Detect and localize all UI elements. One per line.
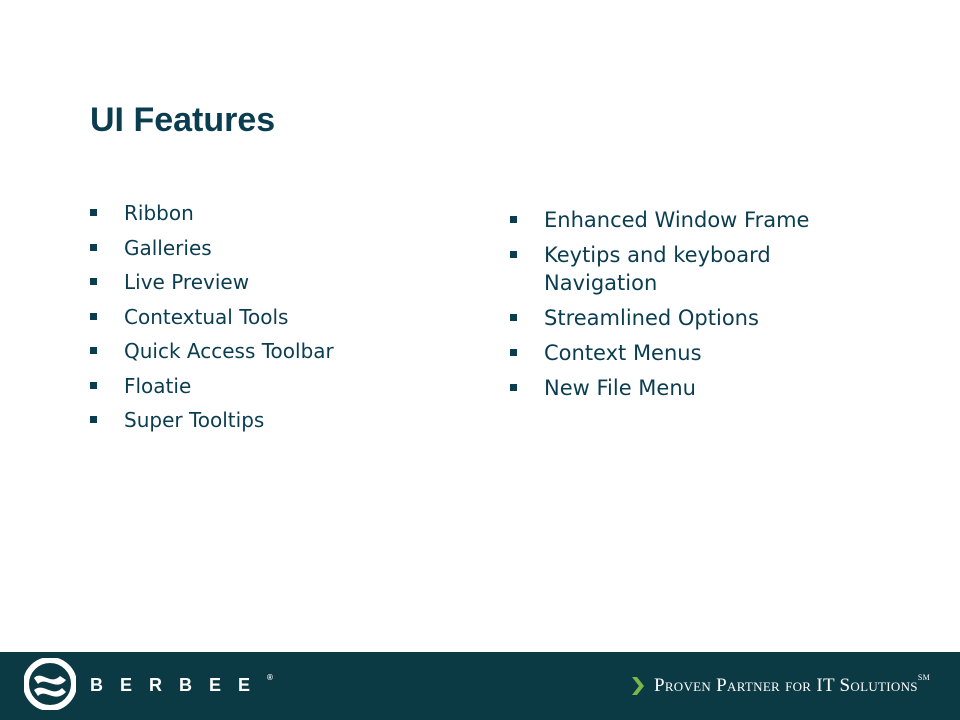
- bullet-icon: [90, 278, 97, 285]
- bullet-icon: [90, 416, 97, 423]
- list-item-text: Galleries: [124, 235, 212, 260]
- left-bullet-list: [88, 199, 468, 441]
- bullet-icon: [90, 244, 97, 251]
- registered-mark: ®: [267, 673, 273, 682]
- bullet-icon: [90, 382, 97, 389]
- bullet-icon: [510, 216, 517, 223]
- list-item: [508, 206, 838, 234]
- service-mark: SM: [917, 673, 930, 682]
- bullet-icon: [90, 347, 97, 354]
- list-item: [88, 268, 468, 296]
- list-item-text: Contextual Tools: [124, 304, 289, 329]
- bullet-icon: [510, 384, 517, 391]
- brand-name: BERBEE: [90, 675, 268, 695]
- list-item: [508, 304, 838, 332]
- bullet-icon: [90, 209, 97, 216]
- list-item-text: Context Menus: [544, 341, 702, 365]
- list-item-text: Floatie: [124, 373, 192, 398]
- list-item-text: Keytips and keyboard Navigation: [544, 243, 771, 295]
- list-item-text: Ribbon: [124, 201, 194, 225]
- bullet-icon: [510, 251, 517, 258]
- list-item: [508, 374, 838, 402]
- tagline-group: [632, 675, 930, 697]
- list-item: [88, 199, 468, 227]
- bullet-icon: [510, 314, 517, 321]
- list-item-text: Live Preview: [124, 270, 250, 294]
- list-item-text: Quick Access Toolbar: [124, 339, 334, 363]
- list-item: [88, 372, 468, 400]
- list-item: [88, 303, 468, 331]
- berbee-logo-icon: [24, 658, 76, 710]
- right-bullet-list: [508, 206, 838, 409]
- list-item: [88, 406, 468, 434]
- list-item-text: Super Tooltips: [124, 408, 265, 432]
- list-item-text: Enhanced Window Frame: [544, 208, 810, 232]
- bullet-icon: [510, 349, 517, 356]
- tagline: [654, 675, 930, 697]
- list-item-text: New File Menu: [544, 376, 696, 400]
- list-item-text: Streamlined Options: [544, 306, 759, 330]
- list-item: [508, 339, 838, 367]
- brand-wordmark: [90, 675, 273, 696]
- slide-title: UI Features: [90, 101, 276, 139]
- tagline-text: Proven Partner for IT Solutions: [653, 675, 918, 696]
- bullet-icon: [90, 313, 97, 320]
- list-item: [88, 234, 468, 262]
- chevron-right-icon: [632, 677, 644, 695]
- list-item: [508, 241, 838, 297]
- list-item: [88, 337, 468, 365]
